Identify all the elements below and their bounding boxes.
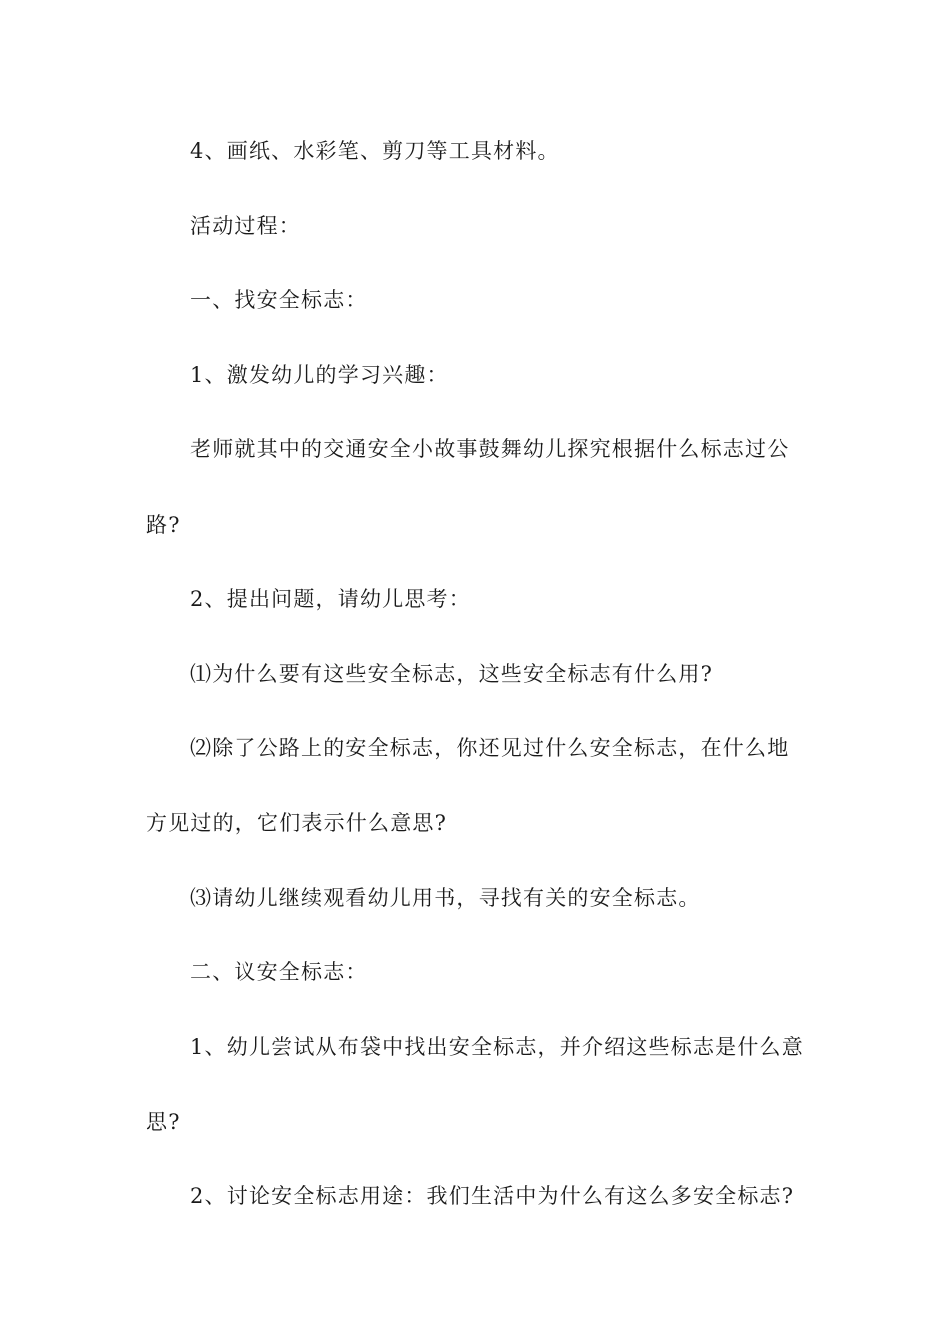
text-line-step-1: 1、激发幼儿的学习兴趣： [190, 363, 449, 387]
heading-find-signs: 一、找安全标志： [190, 288, 368, 312]
question-2-line-2: 方见过的，它们表示什么意思? [146, 811, 448, 835]
discuss-step-1-line-2: 思? [146, 1110, 181, 1134]
heading-activity-process: 活动过程： [190, 214, 301, 238]
question-1: ⑴为什么要有这些安全标志，这些安全标志有什么用? [190, 662, 714, 686]
text-line-step-2: 2、提出问题，请幼儿思考： [190, 587, 471, 611]
text-line-materials: 4、画纸、水彩笔、剪刀等工具材料。 [190, 139, 560, 163]
discuss-step-2: 2、讨论安全标志用途：我们生活中为什么有这么多安全标志? [190, 1184, 795, 1208]
paragraph-story-line-2: 路? [146, 513, 181, 537]
question-3: ⑶请幼儿继续观看幼儿用书，寻找有关的安全标志。 [190, 886, 701, 910]
question-2-line-1: ⑵除了公路上的安全标志，你还见过什么安全标志，在什么地 [190, 736, 790, 760]
heading-discuss-signs: 二、议安全标志： [190, 960, 368, 984]
paragraph-story-line-1: 老师就其中的交通安全小故事鼓舞幼儿探究根据什么标志过公 [190, 437, 790, 461]
discuss-step-1-line-1: 1、幼儿尝试从布袋中找出安全标志，并介绍这些标志是什么意 [190, 1035, 804, 1059]
